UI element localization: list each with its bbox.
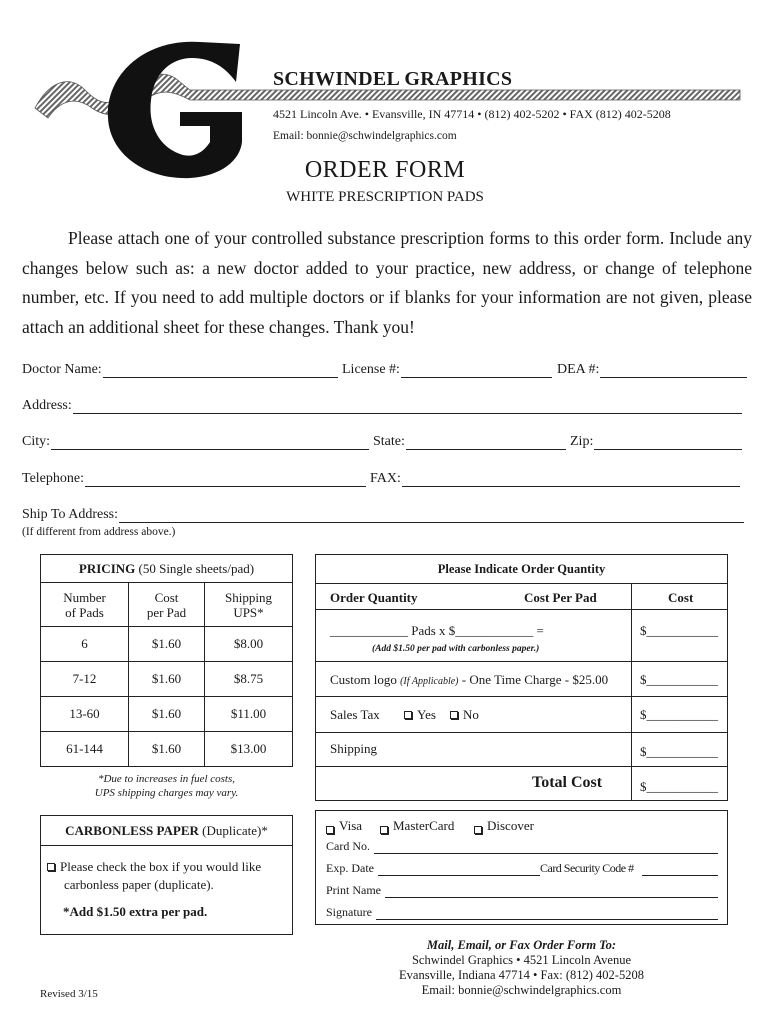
sales-tax-yes-checkbox[interactable]: Yes: [404, 707, 436, 723]
pads-note: (Add $1.50 per pad with carbonless paper.): [372, 644, 540, 654]
table-row: 13-60 $1.60 $11.00: [41, 697, 293, 732]
address-field[interactable]: Address:: [22, 394, 742, 414]
revision-note: Revised 3/15: [40, 988, 98, 1000]
table-row: 6 $1.60 $8.00: [41, 627, 293, 662]
sales-tax-no-checkbox[interactable]: No: [450, 707, 479, 723]
checkbox-icon: [474, 826, 482, 834]
col-number-of-pads: Number of Pads: [41, 583, 129, 627]
total-cost-label: Total Cost: [532, 774, 603, 791]
dea-field[interactable]: DEA #:: [557, 358, 747, 378]
sales-tax-cost-input[interactable]: $___________: [640, 707, 718, 722]
page-subtitle: WHITE PRESCRIPTION PADS: [286, 189, 484, 205]
table-row: 61-144 $1.60 $13.00: [41, 732, 293, 767]
telephone-field[interactable]: Telephone:: [22, 467, 366, 487]
total-cost-input[interactable]: $___________: [640, 779, 718, 794]
company-email: Email: bonnie@schwindelgraphics.com: [273, 130, 457, 142]
carbonless-box: [40, 815, 293, 935]
pads-quantity-input[interactable]: ____________ Pads x $____________ =: [330, 623, 544, 638]
col-cost-per-pad: Cost per Pad: [129, 583, 205, 627]
order-header: Please Indicate Order Quantity: [437, 562, 606, 576]
ship-to-field[interactable]: Ship To Address:: [22, 503, 744, 523]
col-cost: Cost: [668, 590, 694, 605]
checkbox-icon: [450, 711, 458, 719]
discover-checkbox[interactable]: Discover: [474, 818, 534, 834]
checkbox-icon: [326, 826, 334, 834]
zip-field[interactable]: Zip:: [570, 430, 742, 450]
print-name-field[interactable]: Print Name: [326, 883, 718, 898]
company-address: 4521 Lincoln Ave. • Evansville, IN 47714 • (812) 402-5202 • FAX (812) 402-5208: [273, 107, 671, 121]
city-field[interactable]: City:: [22, 430, 369, 450]
col-shipping: Shipping UPS*: [205, 583, 293, 627]
checkbox-icon: [47, 863, 55, 871]
pricing-table: [40, 554, 293, 767]
pads-cost-input[interactable]: $___________: [640, 623, 718, 638]
carbonless-checkbox[interactable]: Please check the box if you would like carbonless paper (duplicate).: [47, 858, 261, 894]
carbonless-extra: *Add $1.50 extra per pad.: [63, 904, 208, 919]
card-number-field[interactable]: Card No.: [326, 839, 718, 854]
fuel-note: *Due to increases in fuel costs, UPS shipping charges may vary.: [94, 773, 239, 799]
mastercard-checkbox[interactable]: MasterCard: [380, 818, 454, 834]
intro-paragraph: Please attach one of your controlled substance prescription forms to this order form. Include any changes below such as: a new doctor added to your practice, new address, or change of telephone number, etc. If you need to add multiple doctors or if blanks for your information are not given, please attach an additional sheet for these changes. Thank you!: [22, 228, 752, 337]
fax-field[interactable]: FAX:: [370, 467, 740, 487]
shipping-cost-input[interactable]: $___________: [640, 744, 718, 759]
visa-checkbox[interactable]: Visa: [326, 818, 362, 834]
license-field[interactable]: License #:: [342, 358, 552, 378]
order-quantity-box: [315, 554, 728, 801]
ship-to-note: (If different from address above.): [22, 526, 176, 538]
sales-tax-label: Sales Tax: [330, 707, 380, 722]
col-order-quantity: Order Quantity: [330, 590, 418, 605]
signature-field[interactable]: Signature: [326, 905, 718, 920]
pricing-title: PRICING (50 Single sheets/pad): [41, 555, 293, 583]
table-row: 7-12 $1.60 $8.75: [41, 662, 293, 697]
checkbox-icon: [404, 711, 412, 719]
mailing-info: Mail, Email, or Fax Order Form To: Schwindel Graphics • 4521 Lincoln Avenue Evansville, Indiana 47714 • Fax: (812) 402-5208 Email: bonnie@schwindelgraphics.com: [399, 938, 644, 997]
col-cost-per-pad: Cost Per Pad: [524, 590, 597, 605]
doctor-name-field[interactable]: Doctor Name:: [22, 358, 338, 378]
state-field[interactable]: State:: [373, 430, 566, 450]
company-name: SCHWINDEL GRAPHICS: [273, 68, 513, 90]
payment-box: [315, 810, 728, 925]
checkbox-icon: [380, 826, 388, 834]
page-title: ORDER FORM: [304, 157, 466, 183]
exp-date-field[interactable]: Exp. Date Card Security Code #: [326, 861, 718, 876]
shipping-label: Shipping: [330, 741, 377, 756]
custom-logo-label: Custom logo (If Applicable) - One Time Charge - $25.00: [330, 672, 609, 687]
carbonless-title: CARBONLESS PAPER (Duplicate)*: [41, 816, 292, 846]
security-code-field[interactable]: Card Security Code #: [539, 861, 634, 875]
custom-logo-cost-input[interactable]: $___________: [640, 672, 718, 687]
